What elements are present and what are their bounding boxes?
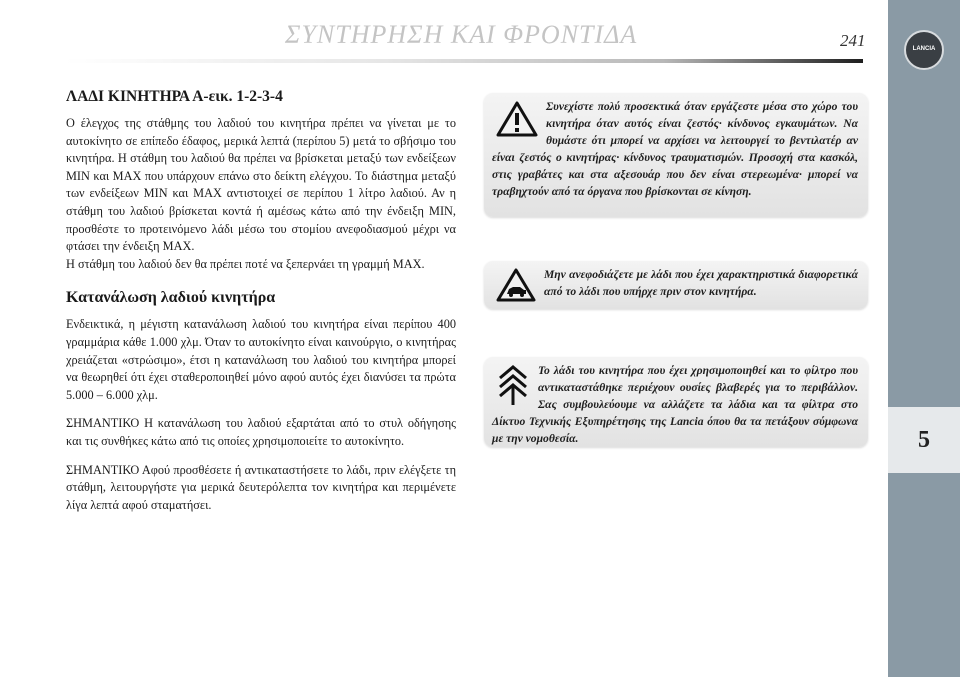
- page-number: 241: [840, 31, 866, 50]
- warning-box-oil-type: [484, 261, 868, 309]
- chapter-tab: 5: [888, 407, 960, 473]
- warning-text: Συνεχίστε πολύ προσεκτικά όταν εργάζεστε μέσα στο χώρο του κινητήρα όταν αυτός είναι ζεστός· κίνδυνος εγκαυμάτων. Να θυμάστε ότι μπορεί να αρχίσει να λειτουργεί το βεντιλατέρ αν είναι ζεστός ο κινητήρας· κίνδυνος τραυματισμών. Προσοχή στα κασκόλ, στις γραβάτες και στα αξεσουάρ που δεν είναι στερεωμένα· μπορεί να τραβηχτούν από τα όργανα που βρίσκονται σε κίνηση.: [492, 100, 858, 198]
- section-title-oil-consumption: Κατανάλωση λαδιού κινητήρα: [66, 289, 276, 307]
- warning-text: Το λάδι του κινητήρα που έχει χρησιμοποιηθεί και το φίλτρο που αντικαταστάθηκε περιέχουν ουσίες βλαβερές για το περιβάλλον. Σας συμβουλεύουμε να αλλάζετε τα λάδια και τα φίλτρα στο Δίκτυο Τεχνικής Εξυπηρέτησης της Lancia όπου θα τα πετάξουν σύμφωνα με την νομοθεσία.: [492, 364, 858, 445]
- paragraph: Ο έλεγχος της στάθμης του λαδιού του κινητήρα πρέπει να γίνεται με το αυτοκίνητο σε επίπεδο έδαφος, μερικά λεπτά (περίπου 5) μετά το σβήσιμο του κινητήρα. Η στάθμη του λαδιού θα πρέπει να βρίσκεται μεταξύ των ενδείξεων MIN και MAX που υπάρχουν επάνω στο δείκτη ελέγχου. Το διάστημα μεταξύ των ενδείξεων MIN και MAX αντιστοιχεί σε περίπου 1 λίτρο λαδιού. Αν η στάθμη του λαδιού βρίσκεται κοντά ή αμέσως κάτω από την ένδειξη MIN, προσθέστε το προτεινόμενο λάδι μέσω του στομίου ανεφοδιασμού μέχρι να φτάσει την ένδειξη MAX.: [66, 116, 456, 254]
- main-column: [66, 87, 456, 514]
- chapter-sidebar: [888, 0, 960, 677]
- environment-icon: [496, 364, 530, 406]
- running-header-title: ΣΥΝΤΗΡΗΣΗ ΚΑΙ ΦΡΟΝΤΙΔΑ: [285, 20, 638, 49]
- header-rule: [65, 59, 863, 63]
- paragraph: Η στάθμη του λαδιού δεν θα πρέπει ποτέ να ξεπερνάει τη γραμμή MAX.: [66, 256, 425, 271]
- warning-box-environment: [484, 357, 868, 447]
- warning-text: Μην ανεφοδιάζετε με λάδι που έχει χαρακτηριστικά διαφορετικά από το λάδι που υπήρχε πριν στον κινητήρα.: [544, 268, 858, 298]
- car-warning-icon: [496, 268, 536, 302]
- logo-text: LANCIA: [912, 46, 936, 52]
- warning-box-hot-engine: [484, 93, 868, 217]
- paragraph: Ενδεικτικά, η μέγιστη κατανάλωση λαδιού του κινητήρα είναι περίπου 400 γραμμάρια κάθε 1.000 χλμ. Όταν το αυτοκίνητο είναι καινούργιο, ο κινητήρας χρειάζεται «στρώσιμο», έτσι η κατανάλωση του λαδιού του κινητήρα μπορεί να θεωρηθεί ότι έχει σταθεροποιηθεί μόνο αφού αυτός έχει διανύσει τα πρώτα 5.000 – 6.000 χλμ.: [66, 317, 456, 402]
- paragraph: ΣΗΜΑΝΤΙΚΟ Αφού προσθέσετε ή αντικαταστήσετε το λάδι, πριν ελέγξετε τη στάθμη, λειτουργήστε για μερικά δευτερόλεπτα τον κινητήρα και περιμένετε λίγα λεπτά αφού σταματήσει.: [66, 462, 456, 512]
- warning-exclamation-icon: [496, 100, 538, 138]
- paragraph: ΣΗΜΑΝΤΙΚΟ Η κατανάλωση του λαδιού εξαρτάται από το στυλ οδήγησης και τις συνθήκες κάτω από τις οποίες χρησιμοποιείτε το αυτοκίνητο.: [66, 416, 456, 448]
- section-title-engine-oil: ΛΑΔΙ ΚΙΝΗΤΗΡΑ Α-εικ. 1-2-3-4: [66, 88, 283, 105]
- lancia-logo: [904, 30, 944, 70]
